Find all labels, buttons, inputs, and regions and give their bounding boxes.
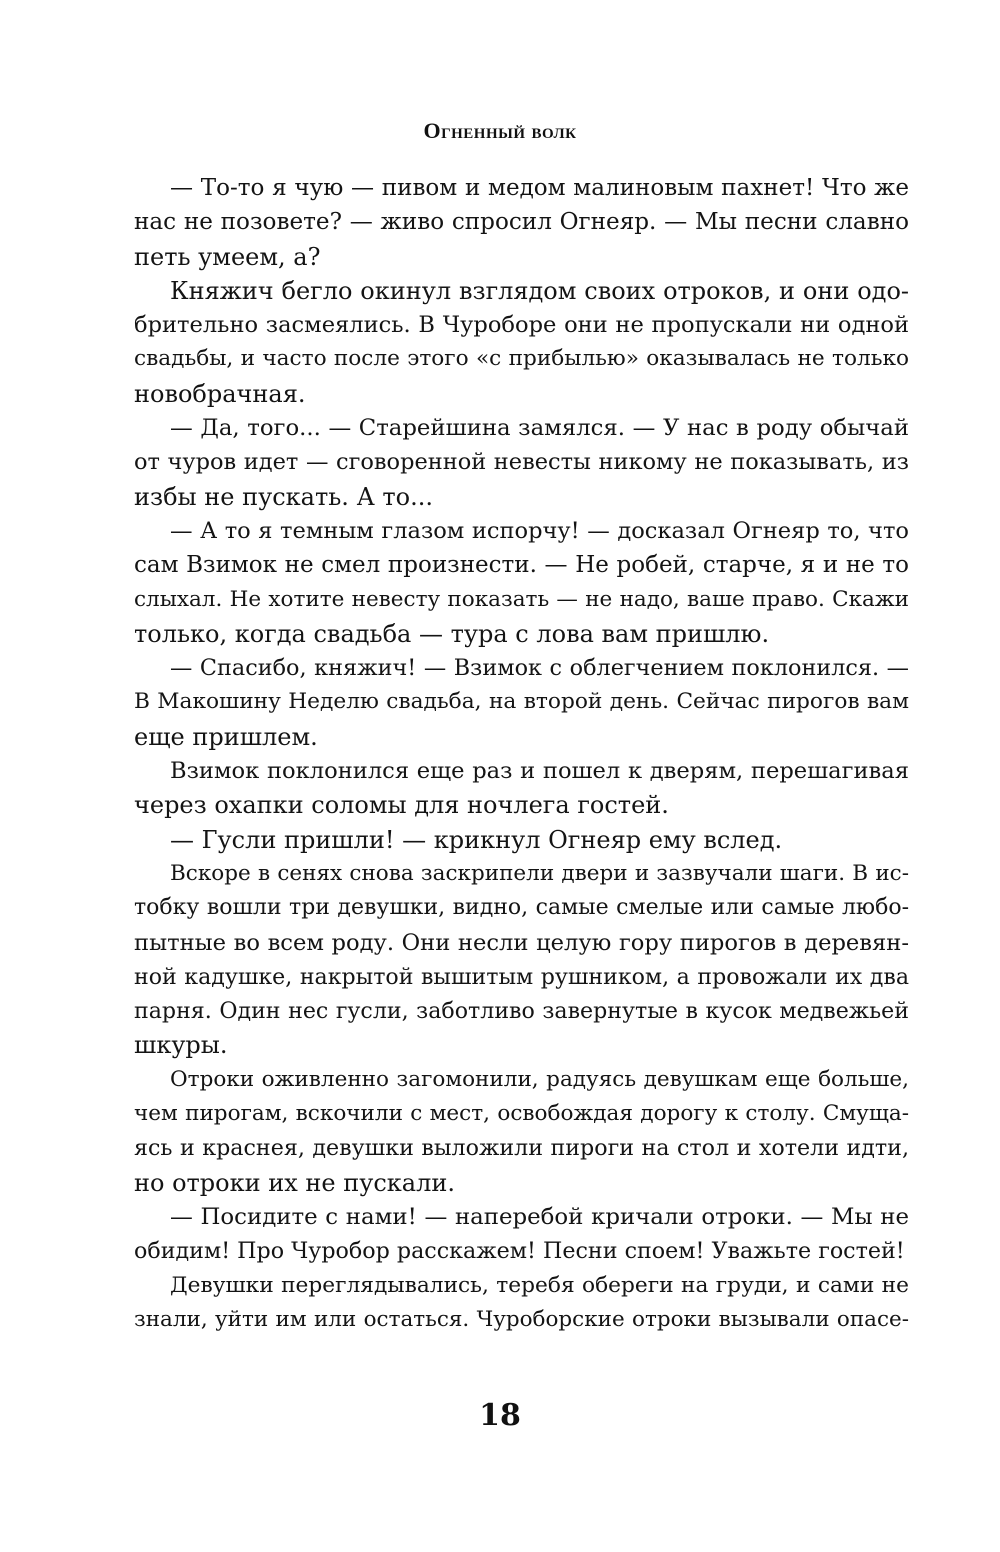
text-line: от чуров идет — сговоренной невесты никому не показывать, из bbox=[134, 449, 909, 476]
paragraph bbox=[134, 651, 909, 754]
text-line: пытные во всем роду. Они несли целую гору пирогов в деревян- bbox=[134, 929, 909, 956]
text-line: чем пирогам, вскочили с мест, освобождая дорогу к столу. Смуща- bbox=[134, 1101, 909, 1127]
text-line: знали, уйти им или остаться. Чуроборские отроки вызывали опасе- bbox=[134, 1306, 909, 1332]
text-line: ной кадушке, накрытой вышитым рушником, а провожали их два bbox=[134, 963, 909, 990]
paragraph bbox=[134, 171, 909, 274]
text-line: — Гусли пришли! — крикнул Огнеяр ему вслед. bbox=[170, 825, 783, 854]
text-line: — А то я темным глазом испорчу! — досказал Огнеяр то, что bbox=[170, 517, 909, 544]
text-line: парня. Один нес гусли, заботливо завернутые в кусок медвежьей bbox=[134, 998, 909, 1025]
text-line: шкуры. bbox=[134, 1031, 228, 1060]
text-line: сам Взимок не смел произнести. — Не робей, старче, я и не то bbox=[134, 552, 909, 579]
text-line: через охапки соломы для ночлега гостей. bbox=[134, 791, 669, 820]
text-line: нас не позовете? — живо спросил Огнеяр. — Мы песни славно bbox=[134, 209, 909, 236]
text-line: Взимок поклонился еще раз и пошел к дверям, перешагивая bbox=[170, 758, 909, 785]
text-line: — То-то я чую — пивом и медом малиновым пахнет! Что же bbox=[170, 175, 909, 201]
text-line: ясь и краснея, девушки выложили пироги на стол и хотели идти, bbox=[134, 1135, 909, 1162]
paragraph bbox=[134, 274, 909, 411]
text-line: петь умеем, а? bbox=[134, 242, 321, 271]
text-line: тобку вошли три девушки, видно, самые смелые или самые любо- bbox=[134, 895, 909, 921]
text-line: свадьбы, и часто после этого «с прибылью» оказывалась не только bbox=[134, 346, 909, 372]
page-number: 18 bbox=[479, 1398, 521, 1433]
text-line: обидим! Про Чуробор расскажем! Песни споем! Уважьте гостей! bbox=[134, 1238, 905, 1265]
running-head: Огненный волк bbox=[423, 118, 577, 143]
text-line: — Спасибо, княжич! — Взимок с облегчением поклонился. — bbox=[170, 655, 909, 682]
text-line: но отроки их не пускали. bbox=[134, 1168, 455, 1197]
text-line: Отроки оживленно загомонили, радуясь девушкам еще больше, bbox=[170, 1066, 909, 1092]
paragraph bbox=[134, 1200, 909, 1269]
text-line: только, когда свадьба — тура с лова вам пришлю. bbox=[134, 619, 770, 648]
paragraph bbox=[134, 1269, 909, 1338]
body-text bbox=[134, 171, 909, 1337]
text-line: Девушки переглядывались, теребя обереги на груди, и сами не bbox=[170, 1272, 909, 1298]
text-line: еще пришлем. bbox=[134, 722, 318, 751]
paragraph bbox=[134, 514, 909, 651]
text-line: — Посидите с нами! — наперебой кричали отроки. — Мы не bbox=[170, 1203, 909, 1230]
paragraph bbox=[134, 754, 909, 823]
paragraph bbox=[134, 1063, 909, 1200]
text-line: избы не пускать. А то... bbox=[134, 482, 433, 511]
text-line: слыхал. Не хотите невесту показать — не надо, ваше право. Скажи bbox=[134, 586, 909, 612]
text-line: новобрачная. bbox=[134, 379, 306, 408]
text-line: Вскоре в сенях снова заскрипели двери и зазвучали шаги. В ис- bbox=[170, 860, 909, 886]
text-line: брительно засмеялись. В Чуроборе они не пропускали ни одной bbox=[134, 312, 909, 339]
paragraph bbox=[134, 823, 909, 857]
text-line: Княжич бегло окинул взглядом своих отроков, и они одо- bbox=[170, 276, 909, 305]
text-line: В Макошину Неделю свадьба, на второй день. Сейчас пирогов вам bbox=[134, 689, 909, 715]
text-line: — Да, того... — Старейшина замялся. — У нас в роду обычай bbox=[170, 415, 909, 442]
paragraph bbox=[134, 857, 909, 1063]
paragraph bbox=[134, 411, 909, 514]
